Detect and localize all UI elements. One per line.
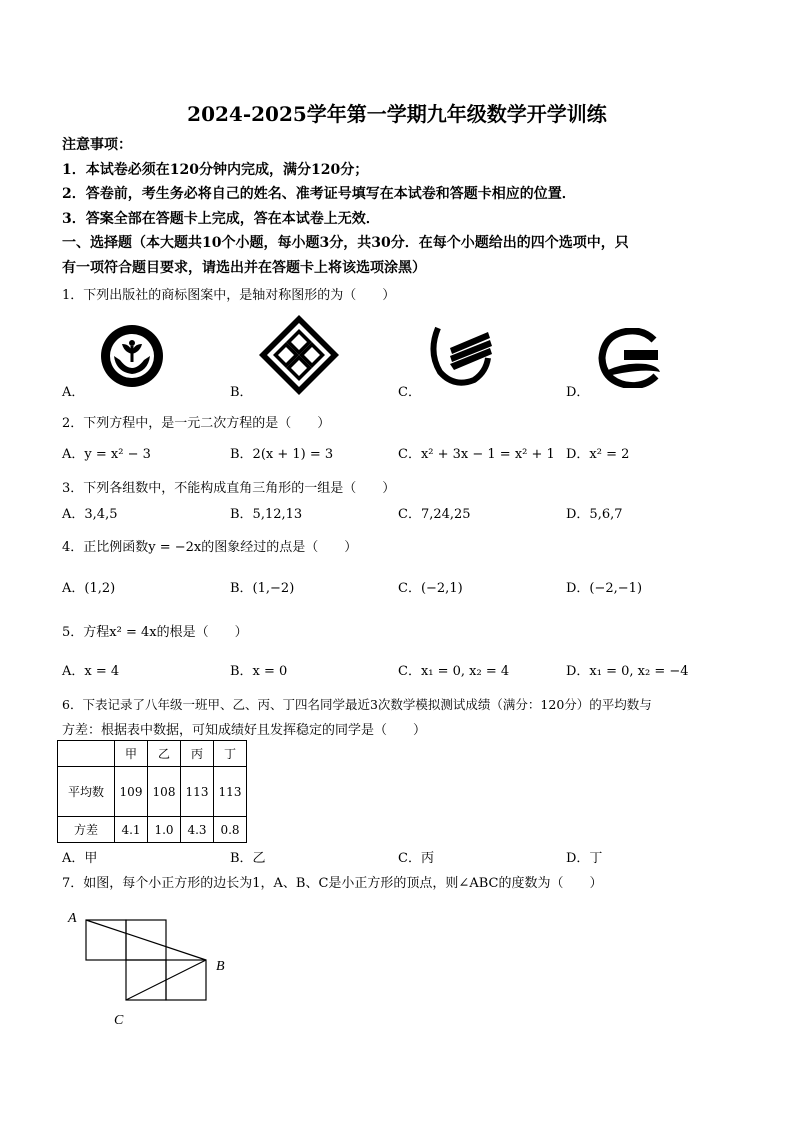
q5-option-c: C．x₁ = 0, x₂ = 4 [398, 664, 510, 679]
table-row [58, 767, 247, 817]
table-header-cell: 乙 [148, 741, 181, 767]
q2-option-c: C．x² + 3x − 1 = x² + 1 [398, 447, 555, 462]
table-cell: 4.3 [181, 817, 214, 843]
table-cell-wrapped: 113 [214, 767, 247, 817]
point-a-label: A [68, 911, 77, 926]
q3-option-b: B．5,12,13 [230, 507, 303, 522]
table-row [58, 817, 247, 843]
logo-book-icon [424, 322, 496, 390]
segment-ab [86, 920, 206, 960]
q6-option-c: C．丙 [398, 851, 434, 866]
q5-option-b: B．x = 0 [230, 664, 288, 679]
q2-option-a: A．y = x² − 3 [62, 447, 151, 462]
logo-diamond-icon [256, 312, 342, 398]
q3-option-c: C．7,24,25 [398, 507, 471, 522]
notice-item-2: 2．答卷前，考生务必将自己的姓名、准考证号填写在本试卷和答题卡相应的位置． [62, 186, 576, 202]
q4-option-c: C．(−2,1) [398, 581, 463, 596]
q5-option-a: A．x = 4 [62, 664, 120, 679]
q6-option-d: D．丁 [566, 851, 603, 866]
q4-option-d: D．(−2,−1) [566, 581, 643, 596]
q1-option-d: D． [566, 385, 590, 400]
score-table [57, 740, 247, 843]
grid-square [166, 960, 206, 1000]
q6-option-a: A．甲 [62, 851, 98, 866]
table-cell: 0.8 [214, 817, 247, 843]
q3-option-d: D．5,6,7 [566, 507, 623, 522]
q4-option-b: B．(1,−2) [230, 581, 295, 596]
table-header-row [58, 741, 247, 767]
q1-option-a: A． [62, 385, 85, 400]
table-cell: 1.0 [148, 817, 181, 843]
q2-option-d: D．x² = 2 [566, 447, 630, 462]
point-c-label: C [114, 1013, 124, 1028]
grid-figure [60, 900, 240, 1035]
grid-square [86, 920, 126, 960]
table-header-cell: 丁 [214, 741, 247, 767]
section-heading-line2: 有一项符合题目要求，请选出并在答题卡上将该选项涂黑） [62, 260, 426, 276]
q6-option-b: B．乙 [230, 851, 266, 866]
q4-stem: 4．正比例函数y = −2x的图象经过的点是（ ） [62, 540, 358, 555]
q3-stem: 3．下列各组数中，不能构成直角三角形的一组是（ ） [62, 481, 396, 496]
notice-heading: 注意事项： [62, 137, 132, 153]
q2-stem: 2．下列方程中，是一元二次方程的是（ ） [62, 416, 331, 431]
q1-option-c: C． [398, 385, 421, 400]
table-cell: 4.1 [115, 817, 148, 843]
logo-hands-icon [98, 322, 166, 390]
table-cell: 平均数 [58, 767, 115, 817]
table-cell: 109 [115, 767, 148, 817]
table-header-cell: 丙 [181, 741, 214, 767]
page-title: 2024-2025学年第一学期九年级数学开学训练 [187, 102, 607, 126]
table-header-cell [58, 741, 115, 767]
notice-item-3: 3．答案全部在答题卡上完成，答在本试卷上无效． [62, 211, 380, 227]
table-cell-wrapped: 113 [181, 767, 214, 817]
q5-stem: 5．方程x² = 4x的根是（ ） [62, 625, 248, 640]
notice-item-1: 1．本试卷必须在120分钟内完成，满分120分； [62, 162, 369, 178]
table-header-cell: 甲 [115, 741, 148, 767]
table-cell: 108 [148, 767, 181, 817]
q1-stem: 1．下列出版社的商标图案中，是轴对称图形的为（ ） [62, 288, 396, 303]
grid-square [126, 960, 166, 1000]
point-b-label: B [216, 959, 225, 974]
q1-option-b: B． [230, 385, 253, 400]
section-heading-line1: 一、选择题（本大题共10个小题，每小题3分，共30分．在每个小题给出的四个选项中，只 [62, 235, 629, 251]
q2-option-b: B．2(x + 1) = 3 [230, 447, 334, 462]
table-cell: 方差 [58, 817, 115, 843]
q6-stem-line1: 6．下表记录了八年级一班甲、乙、丙、丁四名同学最近3次数学模拟测试成绩（满分：120分）的平均数与 [62, 697, 652, 712]
q4-option-a: A．(1,2) [62, 581, 116, 596]
q5-option-d: D．x₁ = 0, x₂ = −4 [566, 664, 689, 679]
q6-stem-line2: 方差：根据表中数据，可知成绩好且发挥稳定的同学是（ ） [62, 723, 427, 738]
logo-g-icon [598, 328, 664, 388]
q3-option-a: A．3,4,5 [62, 507, 118, 522]
q7-stem: 7．如图，每个小正方形的边长为1，A、B、C是小正方形的顶点，则∠ABC的度数为（ ） [62, 876, 603, 891]
